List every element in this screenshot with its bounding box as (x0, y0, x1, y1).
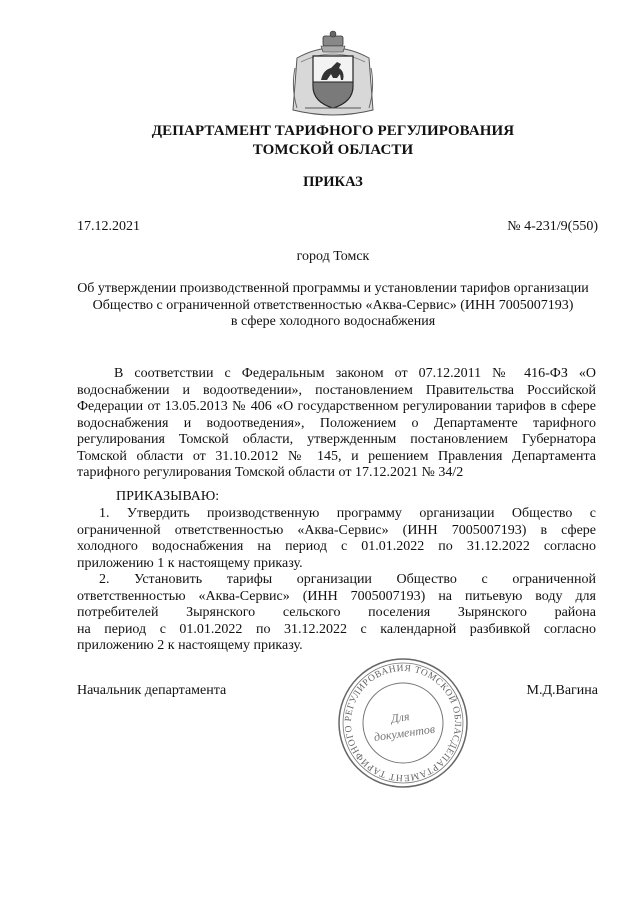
order-item-line: 1. Утвердить производственную программу организации Общество с (99, 506, 596, 521)
order-heading: ПРИКАЗЫВАЮ: (116, 489, 220, 504)
subject-line: Общество с ограниченной ответственностью «Аква-Сервис» (ИНН 7005007193) (92, 297, 574, 313)
order-item-line: приложению 2 к настоящему приказу. (77, 638, 303, 653)
preamble-line: В соответствии с Федеральным законом от 07.12.2011 № 416-ФЗ «О (114, 366, 596, 381)
order-item-line: ответственностью «Аква-Сервис» (ИНН 7005007193) на питьевую воду для (77, 588, 596, 604)
stamp-center-line2: документов (372, 721, 436, 745)
order-item-2 (77, 572, 596, 655)
department-title (40, 122, 626, 160)
preamble-paragraph (77, 366, 596, 482)
signer-position: Начальник департамента (77, 683, 227, 698)
department-title-line2: ТОМСКОЙ ОБЛАСТИ (252, 142, 414, 158)
preamble-line: водоснабжения и водоотведения», Положением о Департаменте тарифного (77, 415, 596, 431)
department-title-line1: ДЕПАРТАМЕНТ ТАРИФНОГО РЕГУЛИРОВАНИЯ (151, 123, 515, 139)
document-city: город Томск (296, 249, 370, 264)
subject-line: в сфере холодного водоснабжения (230, 314, 436, 329)
document-type: ПРИКАЗ (303, 174, 363, 190)
stamp-ring-text: ДЕПАРТАМЕНТ ТАРИФНОГО РЕГУЛИРОВАНИЯ ТОМСКОЙ ОБЛАСТИ (343, 663, 463, 783)
document-subject (60, 281, 606, 331)
subject-line: Об утверждении производственной программы и установлении тарифов организации (77, 281, 589, 296)
document-number: № 4-231/9(550) (507, 219, 598, 234)
official-stamp (335, 655, 471, 791)
order-item-line: потребителей Зырянского сельского поселения Зырянского района (77, 605, 596, 620)
signer-name: М.Д.Вагина (526, 683, 598, 698)
order-item-line: ограниченной ответственностью «Аква-Сервис» (ИНН 7005007193) в сфере (77, 522, 596, 538)
document-date: 17.12.2021 (77, 219, 140, 234)
order-item-line: на период с 01.01.2022 по 31.12.2022 с календарной разбивкой согласно (77, 621, 596, 637)
order-item-line: холодного водоснабжения на период с 01.01.2022 по 31.12.2022 согласно (77, 539, 596, 554)
preamble-line: регулирования Томской области, утвержденным постановлением Губернатора (77, 432, 596, 447)
order-item-line: 2. Установить тарифы организации Общество с ограниченной (99, 572, 596, 587)
preamble-line: тарифного регулирования Томской области от 17.12.2021 № 34/2 (77, 465, 464, 480)
stamp-center-line1: Для (390, 709, 411, 726)
preamble-line: Томской области от 31.10.2012 № 145, и решением Правления Департамента (77, 448, 596, 464)
order-item-1 (77, 506, 596, 572)
tomsk-coat-of-arms-icon (287, 28, 379, 120)
preamble-line: Федерации от 13.05.2013 № 406 «О государственном регулировании тарифов в сфере (77, 399, 596, 414)
preamble-line: водоснабжении и водоотведении», постановлением Правительства Российской (77, 382, 596, 398)
order-item-line: приложению 1 к настоящему приказу. (77, 555, 303, 571)
